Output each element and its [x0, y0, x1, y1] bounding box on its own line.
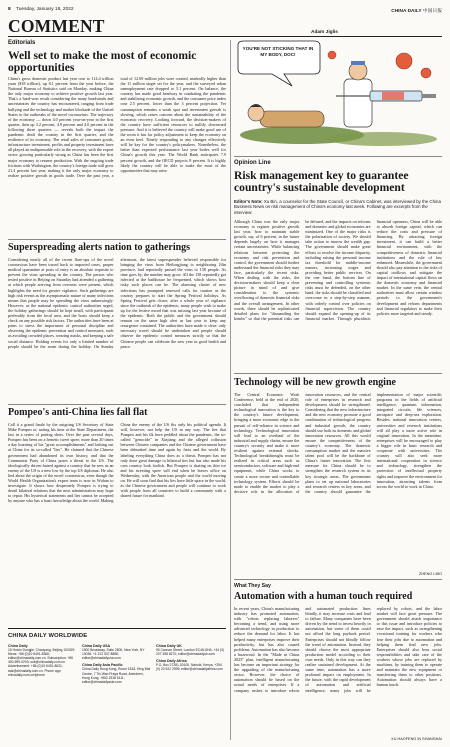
contact-column-3 [156, 644, 226, 672]
automation-signature: XU HAOFENG IN SHANGHAI [391, 737, 442, 741]
cartoon-caption: YOU'RE NOT STICKING THAT IN MY BODY, DOC! [242, 46, 314, 57]
editorial-3-headline: Pompeo's anti-China lies fall flat [8, 407, 148, 418]
automation-headline: Automation with a human touch required [234, 591, 413, 602]
divider [8, 404, 226, 405]
divider [234, 579, 442, 580]
divider [234, 156, 442, 157]
tech-headline: Technology will be new growth engine [234, 377, 396, 388]
contact-heading: China Daily Africa [156, 659, 187, 664]
contact-box-title: CHINA DAILY WORLDWIDE [8, 633, 88, 639]
contact-text: 15 Huixin Dongjie, Chaoyang, Beijing 100029. News: +86 (0)10 6491-8366; editor@chinadaily.com.cn. Subscription: +86 400-699-0203; sub@chinadaily.com.cn. Advertisement: +86 (0)10 6491-8631; ads@chinadaily.com.cn. Phone app: chinadaily.com.cn/iphone [8, 648, 76, 677]
editorial-2-headline: Superspreading alerts nation to gatherings [8, 242, 191, 253]
tech-signature: ZHENG LIBO [419, 572, 442, 576]
contact-text: China Daily Hong Kong, Room 1818, Hing Wai Centre, 7 Tin Wan Praya Road, Aberdeen, Hong Kong. +852 2518 5111; editor@chinadailyasia.com [82, 667, 151, 684]
top-strip [8, 7, 442, 16]
opinion-deck: Editor's Note: Xu Bin, a counselor for the State Council, or China's Cabinet, was interviewed by the China Business News on risk management of China's economy last week. Following are excerpts from the interview: [234, 199, 441, 215]
editorial-3-body: Call it a grand finale by the outgoing US Secretary of State Mike Pompeo or, noting his time at the State Department, the last in a series of parting shots. Over the past several days, Pompeo has been on a frenetic tweet spree, more than 20 times a day boasting of his "great accomplishments" and lashing out at China for its so-called "lies". He claimed that the Chinese government had abandoned its own history, and that the Communist Party of China poses a threat to the US. The ideologically driven hatred against a country that he sees as an enemy of the US is a new low by the top US diplomat. He also lied about the origin of the novel coronavirus, even though the World Health Organization's expert team is now in Wuhan to investigate. It shows how desperately Pompeo is trying to derail bilateral relations that the next administration may hope to repair. His hysterical statements and lies cannot be accepted by anyone who has a basic knowledge about the world. Making China the enemy of the US fits only his political agenda. It will, however, not help the US in any way. The lies that Pompeo and his ilk have peddled about the pandemic, the so-called "genocide" in Xinjiang and the alleged collusion between Chinese companies and the Chinese government have been debunked time and again by facts and the world. By labeling everything China does as a threat, Pompeo has not only done great damage to bilateral ties but has also made his own country look foolish. But Pompeo is skating on thin ice and his tweeting spree will end when he leaves office on Wednesday, with the American people and the world moving on. He will soon find that his lies have little space in the world, as the Chinese government and people will continue to work with people from all countries to build a community with a shared future for mankind. [8, 422, 226, 504]
editorial-1-headline: Well set to make the most of economic opportunities [8, 49, 197, 75]
contact-text: 1500 Broadway, Suite 2800, New York, NY 10036. +1 212 537 8888; editor@chinadailyusa.com [82, 648, 145, 661]
cartoon-credit: Adam Jiglis [311, 30, 338, 35]
divider [234, 373, 442, 374]
column-divider [230, 40, 231, 740]
paper-name: CHINA DAILY 中国日报 [391, 9, 442, 14]
contact-heading: China Daily Asia Pacific [82, 663, 123, 668]
page-number: 8 [8, 7, 11, 12]
contact-heading: China Daily USA [82, 644, 111, 648]
cartoon-illustration [232, 39, 442, 152]
opinion-headline: Risk management key to guarantee country's sustainable development [234, 169, 409, 195]
opinion-label: Opinion Line [234, 160, 271, 166]
tech-body: The Central Economic Work Conference, held at the end of 2020, concluded that independent technological innovation is the key to the country's future development, bringing a more economic edge to the pursuit of self-reliance in science and technology. Technological innovation will lead to an overhaul of the industrial and supply chains, ensure the country's security and make it more resilient against external shocks. Technological breakthroughs must be realized in critical areas such as semiconductors, software and high-end equipment, while China works to create a more secure and controllable technology system. Efforts should be made to enable the market to play a decisive role in the allocation of innovation resources, and the central role of enterprises in research and development should be strengthened. Considering that the new infrastructure and the new economy promote a good combination of technological progress and industrial growth, the country should use both its domestic and global innovation resources. All this would ensure the competitiveness of the country's economy. The domestic consumption market and the massive talent pool will be the backbone of China's future innovation. The first measure for China should be to strengthen the research system in its key strategic areas. The government plans to set up national laboratories and research centers in key areas, and the country should guarantee the implementation of major scientific programs in the fields of artificial intelligence, quantum information, integrated circuits, life sciences, aerospace and deep-sea exploration. Besides, national innovation centers, universities and research institutions will all play a more active role in original innovation. In the meantime, enterprises will be encouraged to play a bigger role in basic research and cooperate with universities. The country will also seek more international cooperation in science and technology, strengthen the protection of intellectual property rights and improve the environment for innovation, attracting talents from across the world to work in China. [234, 392, 442, 494]
automation-body: In recent years, China's manufacturing industry has promoted automation, with "robots replacing laborers" becoming a trend, and using more advanced technology in production to reduce the demand for labor. It has helped many enterprises improve their productivity, but has also caused problems. Automation has also become a buzzword. In the "Made in China 2025" plan, intelligent manufacturing has become an important strategy for the upgrading of the manufacturing sector. However, the choice of automation should be based on the actual needs of enterprises. If a company rushes to introduce robots and automated production lines blindly, it may increase costs and lead to failure. Many companies have been driven by the trend to invest heavily in automation, but some of them could not afford the long payback period. Enterprises should not blindly follow the trend of automation. Instead, they should choose the most appropriate production model according to their own needs. Only in this way can they realize sustained development. At the same time, automation has a more profound impact on employment. In the future, with the rapid development of automation and artificial intelligence, many jobs will be replaced by robots, and the labor market will face great pressure. The government should attach importance to this issue and introduce policies to ease the impact, such as strengthening vocational training for workers who lose their jobs due to automation and helping them find new jobs. Enterprises should also bear social responsibilities and take care of the workers whose jobs are replaced by machines, by training them to operate and maintain the new equipment or transferring them to other positions. Automation should always have a human touch. [234, 606, 442, 693]
what-they-say-label: What They Say [234, 583, 271, 589]
contact-heading: China Daily [8, 644, 28, 648]
contact-heading: China Daily UK [156, 644, 182, 648]
divider [8, 239, 226, 240]
section-title: COMMENT [8, 16, 105, 36]
editorial-1-body: China's gross domestic product last year rose to 114.4 trillion yuan ($18 trillion), up 8.1 percent from the year before, the National Bureau of Statistics said on Monday, making China the only major economy to achieve positive growth last year. That's a hard-won result considering the many headwinds and uncertainties the country has encountered, ranging from trade bullying and the technology and market blockade of the United States to the outbreaks of the novel coronavirus. The trajectory of the economy — down 4.0 percent year-on-year in the first quarter, then up 3.2 percent, 4.9 percent and 4.0 percent in the following three quarters — reveals both the impact the pandemic dealt the country in the first quarter, and the resilience of its economy. The retail sales of consumer goods, infrastructure investment, profits and property investment have all played an indispensable role in the recovery, with the export sector growing particularly strong as China has been the first major economy to resume production. With the ongoing trade frictions with Washington, the country's foreign trade still grew 21.4 percent last year, making it the only major economy to realize positive growth in goods trade. Over the past year, a total of 12.69 million jobs were created, markedly higher than the 11 million target set for the year, and the surveyed urban unemployment rate dropped to 5.1 percent. On balance, the country has made good headway in combating the pandemic and stabilizing economic growth, and the consumer price index rose 2.5 percent, lower than the 3 percent projection. Yet consumption remains a weak spot and investment growth is slowing, which raises concern about the sustainability of the economic recovery. Looking forward, the decision-makers of the country have sufficient resources to nullify downward pressure. And it is believed the country will make good use of the room it has for policy adjustment to keep the economy on an even keel. Timely responding to any changes effectively will be key for the country's policymakers. Nonetheless, the better than expected performance last year bodes well for China's growth this year. The World Bank anticipates 7.9 percent growth, and the OECD projects 8 percent. It is highly likely the country will be able to make the most of the opportunities that may arise. [8, 76, 226, 178]
contact-column-1 [8, 644, 78, 677]
header-rule [8, 36, 442, 37]
editorials-label: Editorials [8, 40, 36, 46]
contact-text: P.O. Box 27281-00100, Nairobi, Kenya. +254 (0) 20 522 2999; editor@chinadailyafrica.com [156, 663, 223, 672]
issue-date: Tuesday, January 18, 2022 [16, 7, 74, 12]
contact-text: 90 Cannon Street, London EC4N 6HA. +44 (0) 207 398 8270; editor@chinadailyuk.com [156, 648, 225, 657]
contact-column-2 [82, 644, 152, 684]
editorial-2-body: Considering nearly all of the recent flare-ups of the novel coronavirus have been traced back to imported cases, proper medical quarantine at ports of entry is an absolute requisite to prevent the virus spreading in the country. The person who tested positive in Beijing on Saturday had attended a gathering at which people arriving from overseas were present, which highlights the need for greater vigilance. Such gatherings are high risk events as the asymptomatic nature of many infections means that people may be spreading the virus unknowingly. However, as the national epidemic control authorities urged, the holiday gatherings should be kept small, with participants preferably from the local area, and the hosts should keep a check on any possible risk factors. The authorities have been at pains to stress the importance of personal discipline and observing the epidemic prevention and control measures, such as avoiding crowded places, wearing masks, and keeping a safe social distance. Holding events for only a limited number of people should be the norm during the holiday. On Sunday afternoon, the latest superspreader believed responsible for bringing the virus from Heilongjiang to neighboring Jilin province, had reportedly passed the virus to 158 people. As time goes by, the number may grow. All the 158 reportedly got infected at the bathhouse he frequented, which shows how risky such places can be. The alarming cluster of new infections has prompted renewed calls for caution as the country prepares to start the Spring Festival holidays. As Spring Festival gets closer, after a whole year of vigilance since the outbreak of the epidemic, many people wish to make up for the festive mood that was missing last year because of the epidemic. Both the public and the government should remain on the same high alert as last year to keep any resurgence contained. The authorities have made it clear: only necessary travel should be undertaken and people should observe the epidemic control measures strictly so that the Chinese people can celebrate the new year in good health and peace. [8, 257, 226, 349]
opinion-body: Although China was the only major economy to register positive growth last year, how to maintain stable growth, say, of 6 percent, in the future depends largely on how it manages certain uncertainties. While balancing relations between protecting the economy and risk prevention and control, the government should further understand the financial risks they may face, particularly the recent risks. When dealing with the risks, the decision-makers should keep a clear picture in mind of and give consideration to the systemic overflowing of domestic financial risks and the overall arrangement. In other words, there should be sophisticated detailed plans for "dismantling the bombs" so that the potential risks can be defused, and the impacts on reforms and domestic and global economies are minimized. One of the major risks is the polarization of society. We should take action to narrow the wealth gap. The government should make great efforts to resolve the income disparity, including raising the personal income tax threshold for middle-income earners, increasing wages and providing better public services. On the one hand, the bottom line of preventing and controlling systemic risks must be defended, on the other hand, the risks should be classified and overcome in a step-by-step manner, with orderly control over policies on financial supervision. The country should expand the opening-up of its financial market. Through pluralistic financial openness, China will be able to absorb foreign capital, which can reduce the costs and pressure of financing. By attracting foreign investment, it can build a better financial environment, with the competitiveness of domestic financial institutions and the rule of law enhanced. Meanwhile, the government should also pay attention to the risks of capital outflows and mitigate the impact of international capital flows on the domestic economy and financial market. In the same vein, the central authorities must allow certain window periods to the government's development and reform departments and financial regulators to make their policies more targeted and steady. [234, 219, 442, 321]
